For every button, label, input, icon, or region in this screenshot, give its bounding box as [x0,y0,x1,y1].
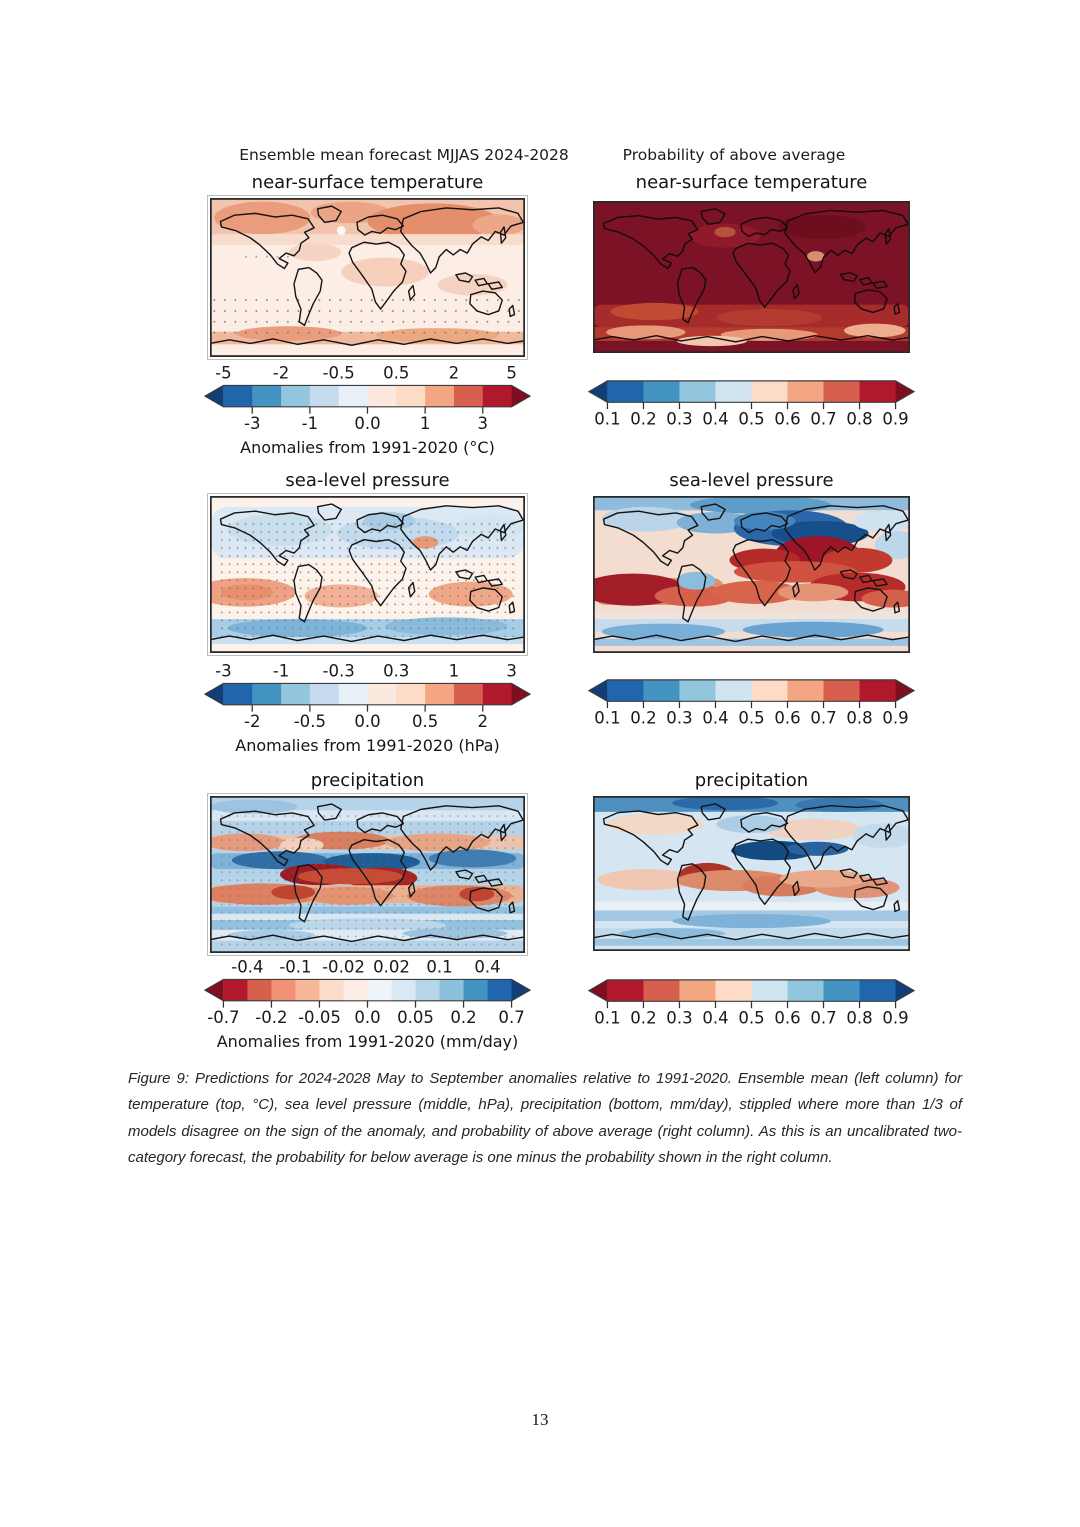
svg-text:-0.5: -0.5 [293,712,327,732]
svg-text:0.9: 0.9 [882,1008,909,1028]
svg-text:0.8: 0.8 [846,1008,873,1028]
svg-text:-3: -3 [243,414,261,434]
svg-text:0.2: 0.2 [630,409,657,429]
svg-text:0.5: 0.5 [738,409,765,429]
svg-text:0.3: 0.3 [666,708,693,728]
svg-text:-0.05: -0.05 [298,1008,341,1028]
map-precip-anomaly [210,796,525,953]
svg-text:0.5: 0.5 [411,712,439,732]
svg-text:0.7: 0.7 [810,409,837,429]
svg-text:-0.5: -0.5 [322,364,355,383]
map-temperature-anomaly [210,198,525,357]
svg-text:-1: -1 [272,662,290,681]
svg-text:5: 5 [506,364,517,383]
svg-text:0.3: 0.3 [383,662,410,681]
colorbar-caption-precip: Anomalies from 1991-2020 (mm/day) [216,1032,519,1051]
svg-text:0.0: 0.0 [354,414,381,434]
svg-text:-0.3: -0.3 [322,662,355,681]
svg-text:0.5: 0.5 [738,1008,765,1028]
svg-text:3: 3 [506,662,517,681]
svg-text:-0.1: -0.1 [279,958,312,977]
svg-text:0.2: 0.2 [630,708,657,728]
colorbar-caption-temperature: Anomalies from 1991-2020 (°C) [240,438,495,457]
colorbar-precip-anomaly [202,958,533,1028]
page-number: 13 [531,1410,549,1429]
svg-text:0.8: 0.8 [846,409,873,429]
colorbar-slp-probability [586,676,917,729]
svg-text:0.1: 0.1 [426,958,453,977]
svg-text:-1: -1 [301,414,319,434]
colorbar-caption-slp: Anomalies from 1991-2020 (hPa) [235,736,500,755]
svg-text:-2: -2 [243,712,261,732]
svg-text:0.4: 0.4 [702,708,729,728]
svg-text:1: 1 [448,662,460,681]
svg-text:0.2: 0.2 [630,1008,657,1028]
panel-title-precip-anomaly: precipitation [310,770,425,791]
colorbar-temperature-probability [586,377,917,430]
svg-text:-5: -5 [215,364,232,383]
svg-text:0.1: 0.1 [594,1008,621,1028]
svg-text:0.0: 0.0 [354,1008,381,1028]
svg-text:0.05: 0.05 [397,1008,434,1028]
svg-text:3: 3 [477,414,489,434]
colorbar-temperature-anomaly [202,364,533,434]
svg-text:0.4: 0.4 [702,409,729,429]
panel-title-slp-anomaly: sea-level pressure [285,470,450,491]
svg-text:-0.2: -0.2 [255,1008,288,1028]
map-slp-anomaly [210,496,525,653]
svg-text:0.9: 0.9 [882,708,909,728]
svg-text:0.1: 0.1 [594,708,621,728]
svg-text:2: 2 [448,364,460,383]
panel-title-precip-probability: precipitation [694,770,809,791]
svg-text:-2: -2 [272,364,290,383]
svg-text:0.5: 0.5 [738,708,765,728]
svg-text:0.3: 0.3 [666,1008,693,1028]
svg-text:0.02: 0.02 [373,958,410,977]
svg-text:0.7: 0.7 [810,708,837,728]
colorbar-slp-anomaly [202,662,533,732]
colorbar-precip-probability [586,976,917,1029]
svg-text:0.9: 0.9 [882,409,909,429]
left-column-header: Ensemble mean forecast MJJAS 2024-2028 [239,146,569,164]
svg-text:-0.4: -0.4 [231,958,264,977]
panel-title-slp-probability: sea-level pressure [669,470,834,491]
svg-text:0.4: 0.4 [474,958,501,977]
panel-title-temp-anomaly: near-surface temperature [251,172,484,193]
svg-text:2: 2 [477,712,489,732]
svg-text:0.4: 0.4 [702,1008,729,1028]
svg-text:-0.02: -0.02 [322,958,365,977]
svg-text:0.3: 0.3 [666,409,693,429]
svg-text:1: 1 [419,414,431,434]
svg-text:-3: -3 [215,662,232,681]
map-temperature-probability [593,201,910,353]
svg-text:-0.7: -0.7 [207,1008,240,1028]
svg-text:0.6: 0.6 [774,409,801,429]
svg-text:0.5: 0.5 [383,364,410,383]
svg-text:0.6: 0.6 [774,708,801,728]
svg-text:0.8: 0.8 [846,708,873,728]
svg-text:0.7: 0.7 [498,1008,525,1028]
svg-text:0.2: 0.2 [450,1008,477,1028]
svg-text:0.1: 0.1 [594,409,621,429]
svg-text:0.7: 0.7 [810,1008,837,1028]
map-slp-probability [593,496,910,653]
svg-text:0.6: 0.6 [774,1008,801,1028]
right-column-header: Probability of above average [622,146,846,164]
svg-text:0.0: 0.0 [354,712,381,732]
figure-caption: Figure 9: Predictions for 2024-2028 May to September anomalies relative to 1991-2020. Ensemble mean (left column) for temperature (top, °C), sea level pressure (middle, hPa), precipitation (bottom, mm/day), stippled where more than 1/3 of models disagree on the sign of the anomaly, and probability of above average (right column). As this is an uncalibrated two-category forecast, the probability for below average is one minus the probability shown in the right column. [128,1070,962,1166]
map-precip-probability [593,796,910,951]
panel-title-temp-probability: near-surface temperature [635,172,868,193]
